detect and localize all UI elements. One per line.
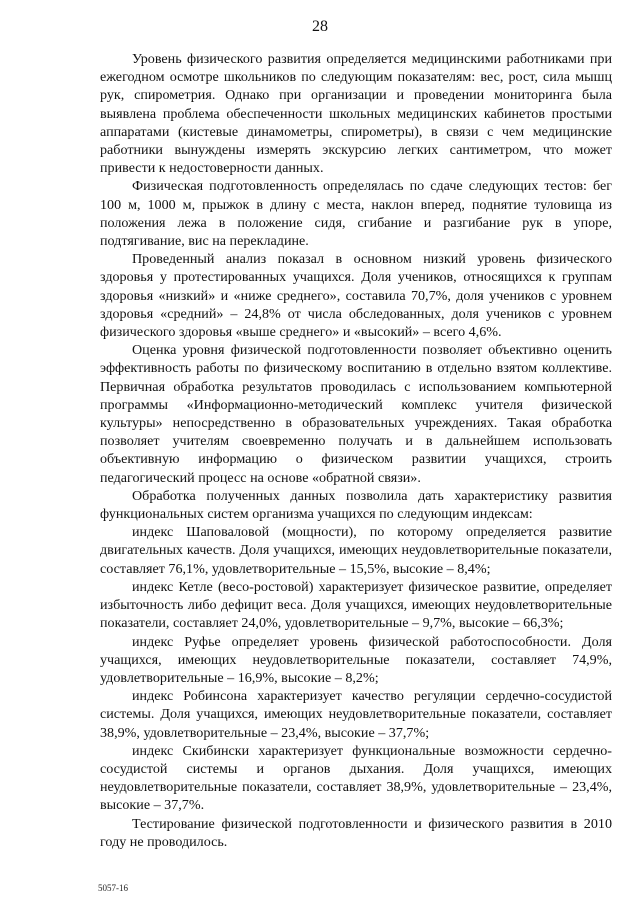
- paragraph-physical-development: Уровень физического развития определяется медицинскими работниками при ежегодном осмотре школьников по следующим показателям: вес, рост, сила мышц рук, спирометрия. Однако при организации и проведении мониторинга была выявлена проблема обеспеченности школьных медицинских кабинетов простыми аппаратами (кистевые динамометры, спирометры), в связи с чем медицинские работники вынуждены измерять экскурсию легких сантиметром, что может привести к недостоверности данных.: [100, 51, 612, 177]
- page-number: 28: [312, 18, 328, 35]
- paragraph-indices-intro: Обработка полученных данных позволила дать характеристику развития функциональных систем организма учащихся по следующим индексам:: [100, 487, 612, 523]
- paragraph-testing-2010: Тестирование физической подготовленности и физического развития в 2010 году не проводилось.: [100, 815, 612, 850]
- paragraph-quetelet-index: индекс Кетле (весо-ростовой) характеризует физическое развитие, определяет избыточность либо дефицит веса. Доля учащихся, имеющих неудовлетворительные показатели, составляет 24,0%, удовлетворительные – 9,7%, высокие – 66,3%;: [100, 578, 612, 632]
- paragraph-ruffier-index: индекс Руфье определяет уровень физической работоспособности. Доля учащихся, имеющих неудовлетворительные показатели, составляет 74,9%, удовлетворительные – 16,9%, высокие – 8,2%;: [100, 633, 612, 686]
- footer-code: 5057-16: [98, 883, 128, 893]
- body-text: [100, 50, 612, 851]
- paragraph-robinson-index: индекс Робинсона характеризует качество регуляции сердечно-сосудистой системы. Доля учащихся, имеющих неудовлетворительные показатели, составляет 38,9%, удовлетворительные – 23,4%, высокие – 37,7%;: [100, 688, 612, 741]
- paragraph-skibinski-index: индекс Скибински характеризует функциональные возможности сердечно-сосудистой системы и органов дыхания. Доля учащихся, имеющих неудовлетворительные показатели, составляет 38,9%, удовлетворительные – 23,4%, высокие – 37,7%.: [100, 742, 612, 814]
- paragraph-shapovalova-index: индекс Шаповаловой (мощности), по которому определяется развитие двигательных качеств. Доля учащихся, имеющих неудовлетворительные показатели, составляет 76,1%, удовлетворительные – 15,5%, высокие – 8,4%;: [100, 524, 612, 577]
- paragraph-health-analysis: Проведенный анализ показал в основном низкий уровень физического здоровья у протестированных учащихся. Доля учеников, относящихся к группам здоровья «низкий» и «ниже среднего», составила 70,7%, доля учеников с уровнем здоровья «средний» – 24,8% от числа обследованных, доля учеников с уровнем физического здоровья «выше среднего» и «высокий» – всего 4,6%.: [100, 251, 612, 341]
- paragraph-physical-fitness-tests: Физическая подготовленность определялась по сдаче следующих тестов: бег 100 м, 1000 м, прыжок в длину с места, наклон вперед, поднятие туловища из положения лежа в положение сидя, сгибание и разгибание рук в упоре, подтягивание, вис на перекладине.: [100, 178, 612, 250]
- paragraph-fitness-assessment: Оценка уровня физической подготовленности позволяет объективно оценить эффективность работы по физическому воспитанию в отдельно взятом коллективе. Первичная обработка результатов проводилась с использованием компьютерной программы «Информационно-методический комплекс учителя физической культуры» непосредственно в образовательных учреждениях. Такая обработка позволяет учителям своевременно получать и в дальнейшем использовать объективную информацию о физическом развитии учащихся, строить педагогический процесс на основе «обратной связи».: [100, 342, 612, 486]
